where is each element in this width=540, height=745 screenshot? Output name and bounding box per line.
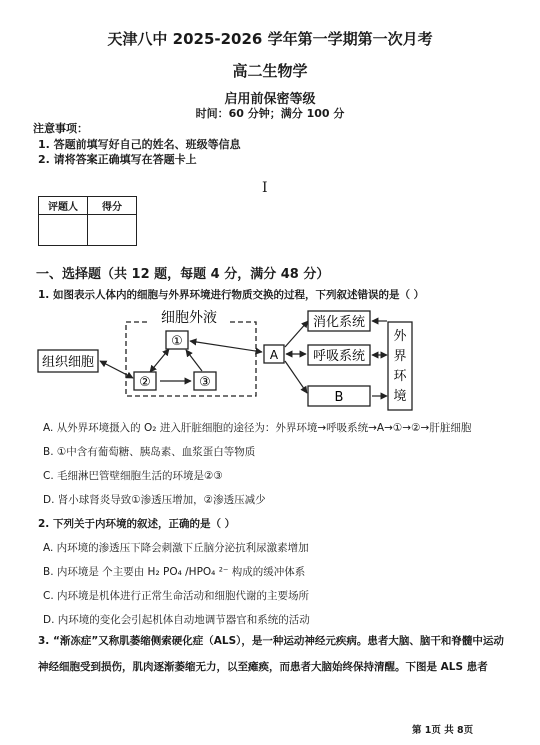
question-2-stem: 2. 下列关于内环境的叙述，正确的是（ ） [38, 518, 236, 530]
note-item: 1. 答题前填写好自己的姓名、班级等信息 [38, 138, 241, 151]
question-1-option-c: C. 毛细淋巴管壁细胞生活的环境是②③ [43, 470, 223, 482]
question-3-text: 3. “渐冻症”又称肌萎缩侧索硬化症（ALS），是一种运动神经元疾病。患者大脑、脑干和脊髓中运动神经细胞受到损伤，肌肉逐渐萎缩无力，以至瘫痪，而患者大脑始终保持清醒。下图是 ALS 患者 [38, 635, 504, 673]
score-table-score-header: 得分 [88, 197, 137, 215]
external-label-char: 境 [393, 389, 407, 404]
page-footer: 第 1页 共 8页 [412, 725, 474, 736]
exam-title: 天津八中 2025-2026 学年第一学期第一次月考 [107, 30, 433, 48]
question-2-option-b: B. 内环境是 个主要由 H₂ PO₄ /HPO₄ ²⁻ 构成的缓冲体系 [43, 566, 306, 578]
note-item: 2. 请将答案正确填写在答题卡上 [38, 153, 197, 166]
question-1-option-a: A. 从外界环境摄入的 O₂ 进入肝脏细胞的途径为：外界环境→呼吸系统→A→①→②→肝脏细胞 [43, 422, 472, 434]
score-table [38, 196, 137, 246]
exchange-diagram [36, 300, 506, 418]
notes-heading: 注意事项： [33, 122, 88, 135]
digestive-system-label: 消化系统 [312, 315, 366, 330]
node-a-label: A [269, 348, 279, 362]
external-label-char: 界 [393, 349, 407, 364]
score-table-grader-header: 评题人 [39, 197, 88, 215]
extracellular-label: 细胞外液 [161, 310, 217, 326]
question-2-option-d: D. 内环境的变化会引起机体自动地调节器官和系统的活动 [43, 614, 310, 626]
external-label-char: 外 [393, 329, 407, 344]
question-1-stem: 1. 如图表示人体内的细胞与外界环境进行物质交换的过程，下列叙述错误的是（ ） [38, 289, 425, 301]
question-1-option-b: B. ①中含有葡萄糖、胰岛素、血浆蛋白等物质 [43, 446, 256, 458]
subject-title: 高二生物学 [232, 62, 308, 80]
score-table-grader-cell [39, 215, 88, 246]
node-b-label: B [334, 390, 344, 405]
question-2-option-c: C. 内环境是机体进行正常生命活动和细胞代谢的主要场所 [43, 590, 310, 602]
time-info: 时间：60 分钟；满分 100 分 [195, 107, 345, 120]
tissue-cell-label: 组织细胞 [41, 355, 95, 370]
secret-level: 启用前保密等级 [224, 92, 316, 107]
score-table-score-cell [88, 215, 137, 246]
respiratory-system-label: 呼吸系统 [312, 349, 366, 364]
node-1-label: ① [171, 334, 183, 349]
node-2-label: ② [139, 375, 151, 390]
external-label-char: 环 [393, 369, 407, 384]
roman-mark: I [262, 180, 268, 196]
question-2-option-a: A. 内环境的渗透压下降会刺激下丘脑分泌抗利尿激素增加 [43, 542, 309, 554]
question-1-option-d: D. 肾小球肾炎导致①渗透压增加，②渗透压减少 [43, 494, 266, 506]
node-3-label: ③ [199, 375, 211, 390]
section-heading: 一、选择题（共 12 题，每题 4 分，满分 48 分） [36, 267, 330, 282]
